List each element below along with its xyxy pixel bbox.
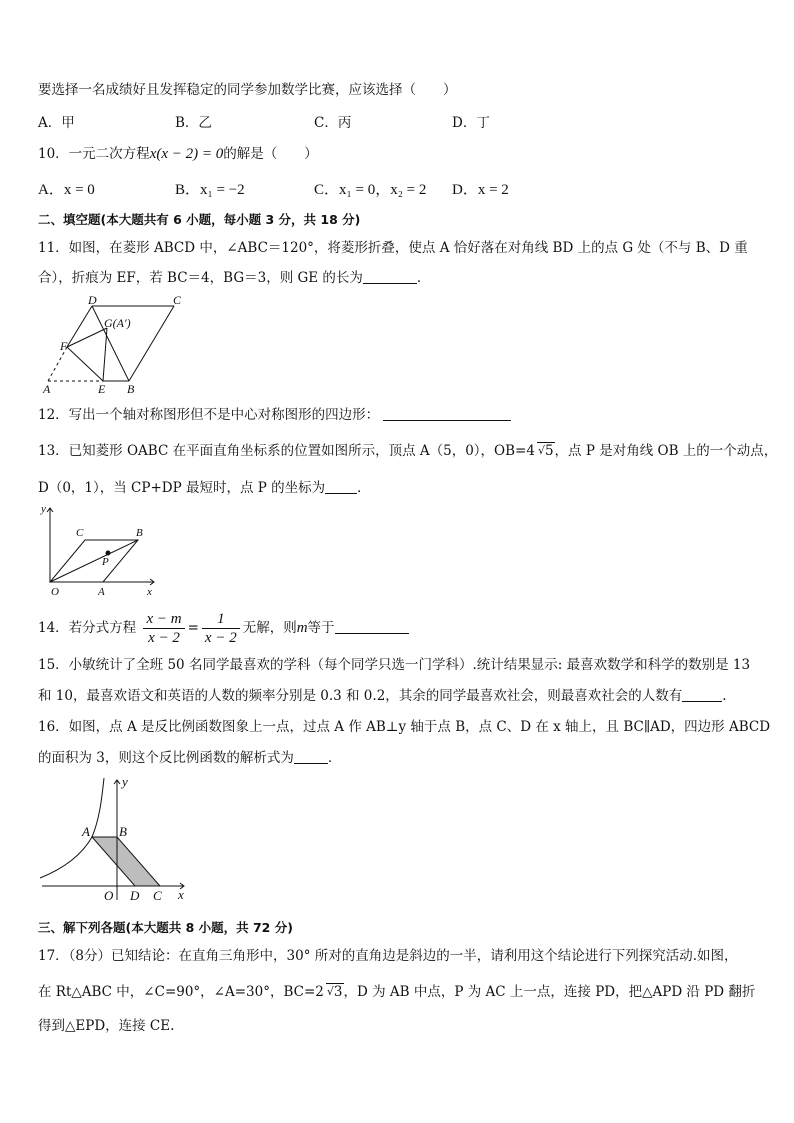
q11-line1: 11．如图，在菱形 ABCD 中，∠ABC＝120°，将菱形折叠，使点 A 恰好落在对角线 BD 上的点 G 处（不与 B、D 重	[38, 240, 748, 256]
q16-line1: 16．如图，点 A 是反比例函数图象上一点，过点 A 作 AB⊥y 轴于点 B，点 C、D 在 x 轴上，且 BC∥AD，四边形 ABCD	[38, 719, 771, 735]
q13-line2-text: D（0，1），当 CP+DP 最短时，点 P 的坐标为	[38, 480, 326, 496]
answer-blank	[363, 269, 417, 284]
answer-blank	[383, 406, 511, 421]
hyperbola-curve	[40, 778, 104, 878]
answer-blank	[335, 619, 409, 634]
q14-fraction-left-denominator: x − 2	[148, 630, 180, 646]
q10-option-d: D．x = 2	[452, 182, 509, 198]
edge-cb	[129, 306, 174, 381]
q12-prompt: 12．写出一个轴对称图形但不是中心对称图形的四边形：	[38, 407, 380, 423]
q17-line1: 17．（8分）已知结论：在直角三角形中，30° 所对的直角边是斜边的一半，请利用这个结论进行下列探究活动.如图，	[38, 948, 738, 964]
q13-line1	[38, 441, 777, 461]
section-3-title: 三、解下列各题(本大题共 8 小题，共 72 分)	[38, 920, 293, 935]
q14-mid: 无解，则	[242, 620, 297, 636]
q16-line2-text: 的面积为 3，则这个反比例函数的解析式为	[38, 750, 294, 766]
q16-end: ．	[327, 750, 342, 766]
q10-equation: x(x − 2) = 0	[149, 146, 224, 162]
label-b: B	[119, 824, 127, 839]
q13-line2	[38, 478, 371, 498]
q14-variable: m	[296, 620, 308, 636]
q14-fraction-right-denominator: x − 2	[204, 630, 237, 646]
label-d: D	[130, 888, 140, 903]
label-x: x	[178, 887, 184, 902]
q17-line2-b: ，D 为 AB 中点，P 为 AC 上一点，连接 PD，把△APD 沿 PD 翻折	[343, 984, 756, 1000]
q17-sqrt-value: 3	[333, 984, 343, 1000]
label-c: C	[153, 888, 162, 903]
q16-inverse-function-figure	[38, 774, 198, 904]
label-g: G(A′)	[104, 316, 131, 330]
q9-option-d: D．丁	[452, 115, 490, 131]
q17-sqrt: √3	[326, 984, 343, 1000]
q10-suffix: 的解是（ ）	[223, 146, 318, 162]
q9-option-a: A．甲	[38, 115, 75, 131]
q13-sqrt: √5	[537, 443, 554, 459]
q13-end: ．	[357, 480, 371, 496]
q9-option-b: B．乙	[175, 115, 212, 131]
label-a: A	[98, 586, 105, 598]
q13-sqrt-value: 5	[544, 443, 554, 459]
q12-text	[38, 405, 511, 425]
q10-option-a: A．x = 0	[38, 182, 95, 198]
shaded-quadrilateral-abcd	[92, 837, 160, 886]
label-o: O	[104, 888, 114, 903]
label-a: A	[43, 382, 51, 396]
q9-option-c: C．丙	[314, 115, 352, 131]
q10-text	[38, 144, 318, 164]
q13-coordinate-figure	[38, 502, 158, 602]
answer-blank	[294, 749, 328, 764]
label-d: D	[88, 293, 97, 307]
q14-suffix: 等于	[307, 620, 335, 636]
label-e: E	[98, 382, 106, 396]
q17-line2	[38, 982, 755, 1002]
label-x: x	[147, 586, 152, 598]
q15-line1: 15．小敏统计了全班 50 名同学最喜欢的学科（每个同学只选一门学科）.统计结果显示: 最喜欢数学和科学的数别是 13	[38, 657, 751, 673]
label-p: P	[102, 556, 109, 568]
q11-end: ．	[416, 270, 431, 286]
label-y: y	[41, 503, 46, 515]
q16-line2	[38, 748, 341, 768]
crease-fe	[67, 347, 103, 381]
point-p	[106, 551, 111, 556]
answer-blank	[682, 687, 722, 702]
label-a: A	[82, 824, 90, 839]
q11-rhombus-figure	[38, 293, 198, 396]
q13-line1-b: ，点 P 是对角线 OB 上的一个动点，	[554, 443, 778, 459]
label-c: C	[76, 527, 84, 539]
q17-line3: 得到△EPD，连接 CE.	[38, 1018, 175, 1034]
label-b: B	[127, 382, 135, 396]
q10-option-c: C．x₁ = 0，x₂ = 2	[314, 182, 427, 198]
label-c: C	[173, 293, 182, 307]
q11-line2-text: 合），折痕为 EF，若 BC＝4，BG＝3，则 GE 的长为	[38, 270, 363, 286]
segment-ge	[103, 328, 107, 381]
q14-fraction-right-numerator: 1	[202, 610, 240, 629]
diagonal-ob	[50, 540, 138, 582]
q14-fraction-left	[143, 610, 184, 647]
answer-blank	[325, 479, 357, 494]
q14-fraction-left-numerator: x − m	[143, 610, 184, 629]
q17-line2-a: 在 Rt△ABC 中，∠C=90°，∠A=30°，BC=2	[38, 984, 324, 1000]
q14-prefix: 14．若分式方程	[38, 620, 137, 636]
q15-end: .	[722, 688, 727, 704]
label-o: O	[51, 586, 59, 598]
q10-option-b: B．x₁ = −2	[175, 182, 245, 198]
q10-prefix: 10．一元二次方程	[38, 146, 150, 162]
q14-text	[38, 608, 409, 648]
label-b: B	[136, 527, 143, 539]
label-f: F	[60, 339, 68, 353]
q15-line2-text: 和 10，最喜欢语文和英语的人数的频率分别是 0.3 和 0.2，其余的同学最喜欢社会，则最喜欢社会的人数有	[38, 688, 683, 704]
q11-line2	[38, 268, 430, 288]
q15-line2	[38, 686, 727, 706]
q14-fraction-right	[202, 610, 240, 647]
section-2-title: 二、填空题(本大题共有 6 小题，每小题 3 分，共 18 分)	[38, 212, 361, 227]
q14-equals: =	[187, 620, 199, 636]
label-y: y	[122, 774, 128, 789]
q9-text: 要选择一名成绩好且发挥稳定的同学参加数学比赛，应该选择（ ）	[38, 82, 457, 98]
q13-line1-a: 13．已知菱形 OABC 在平面直角坐标系的位置如图所示，顶点 A（5，0），OB=4	[38, 443, 535, 459]
